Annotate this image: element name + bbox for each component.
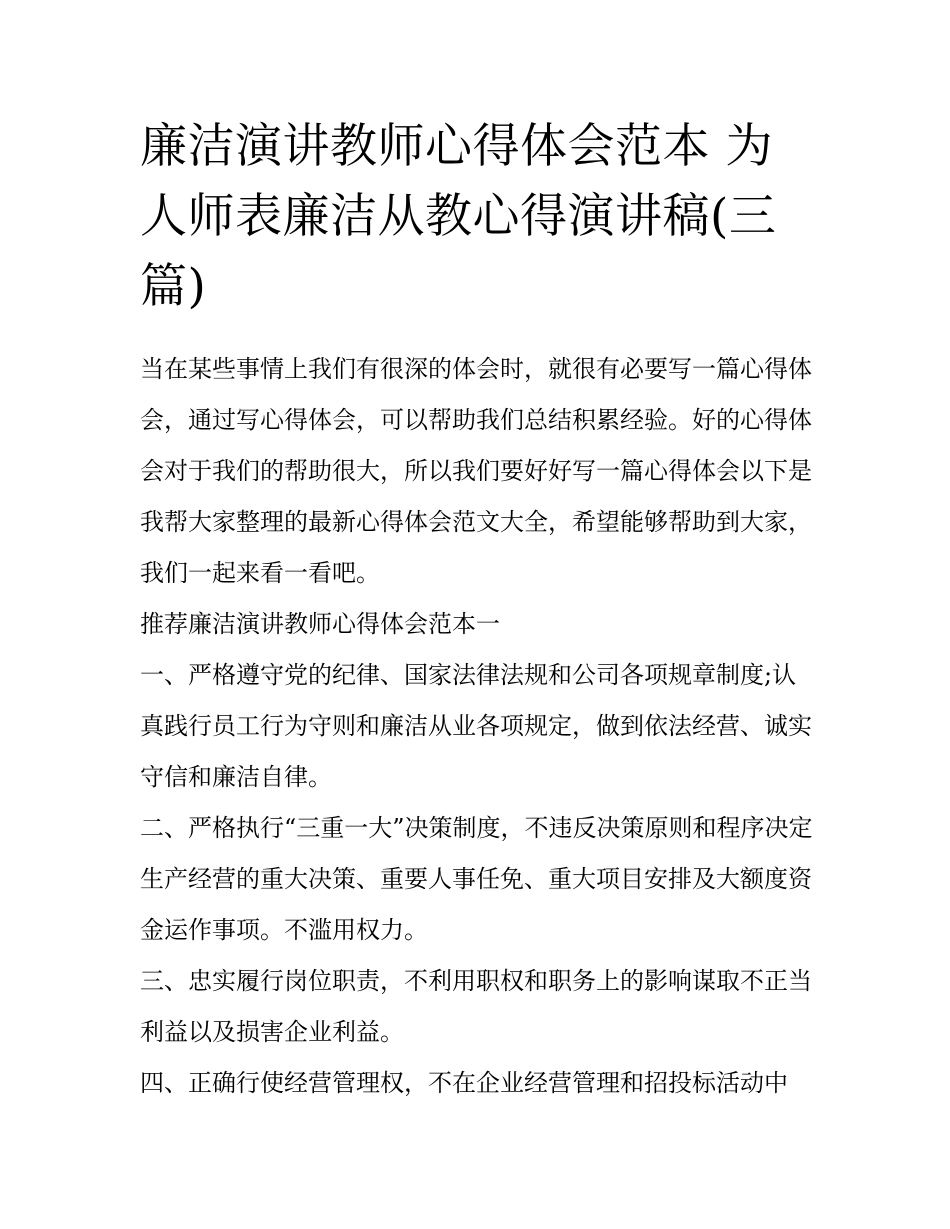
paragraph-item-2: 二、严格执行“三重一大”决策制度，不违反决策原则和程序决定生产经营的重大决策、重要人事任免、重大项目安排及大额度资金运作事项。不滥用权力。 <box>140 814 813 944</box>
paragraph-subheading: 推荐廉洁演讲教师心得体会范本一 <box>140 610 500 638</box>
paragraph-item-1: 一、严格遵守党的纪律、国家法律法规和公司各项规章制度;认真践行员工行为守则和廉洁从业各项规定，做到依法经营、诚实守信和廉洁自律。 <box>140 661 812 791</box>
paragraph-item-3: 三、忠实履行岗位职责，不利用职权和职务上的影响谋取不正当利益以及损害企业利益。 <box>140 967 812 1046</box>
document-title: 廉洁演讲教师心得体会范本 为人师表廉洁从教心得演讲稿(三篇) <box>140 119 777 314</box>
document-page <box>140 112 820 1109</box>
paragraph-item-4: 四、正确行使经营管理权，不在企业经营管理和招投标活动中 <box>140 1069 788 1097</box>
paragraph-intro: 当在某些事情上我们有很深的体会时，就很有必要写一篇心得体会，通过写心得体会，可以帮助我们总结积累经验。好的心得体会对于我们的帮助很大，所以我们要好好写一篇心得体会以下是我帮大家整理的最新心得体会范文大全，希望能够帮助到大家，我们一起来看一看吧。 <box>140 355 812 587</box>
document-body <box>140 344 820 1109</box>
